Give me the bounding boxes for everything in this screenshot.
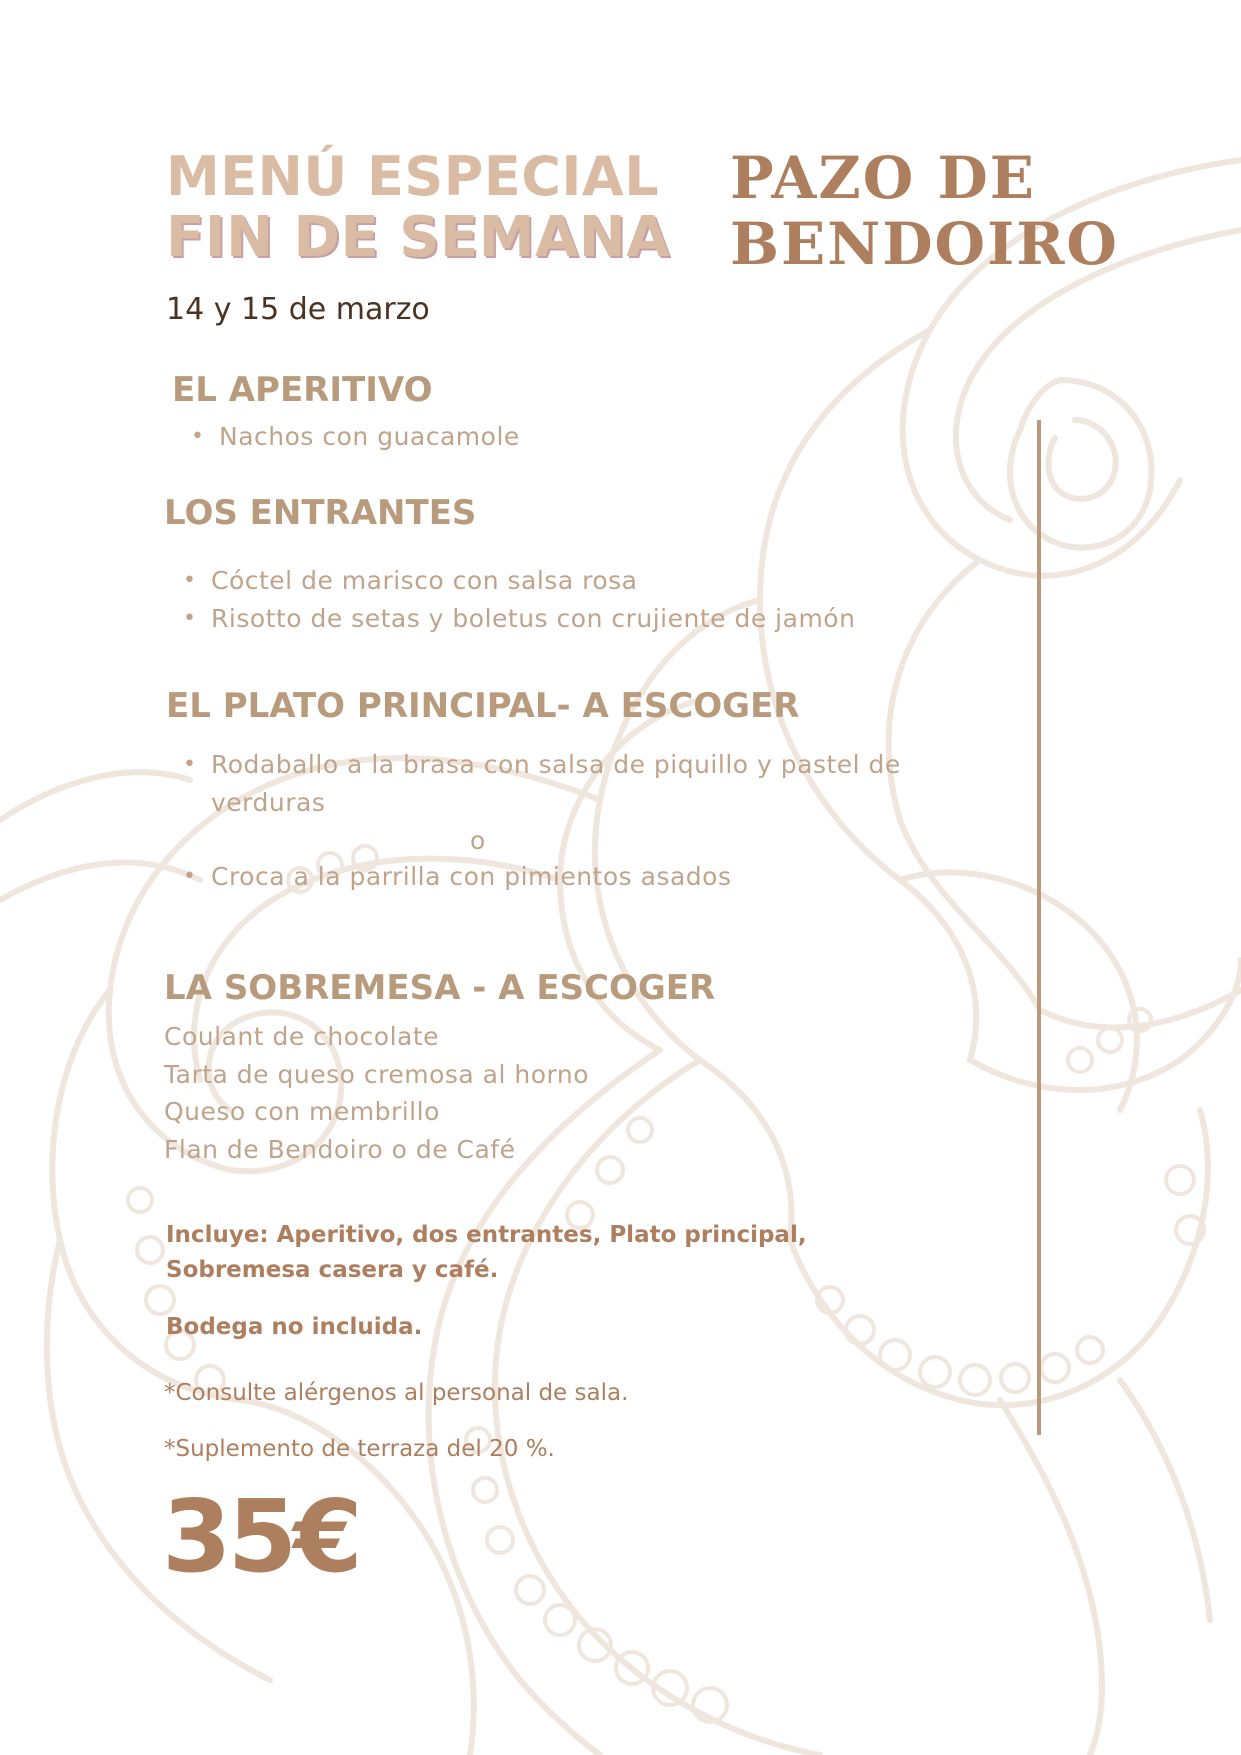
pazo-de-bendoiro-logo (730, 145, 1119, 277)
menu-title: MENÚ ESPECIAL (166, 145, 660, 208)
item-label: Croca a la parrilla con pimientos asados (211, 862, 732, 891)
menu-subtitle: FIN DE SEMANA (166, 205, 671, 270)
dessert-item: Queso con membrillo (164, 1097, 440, 1126)
logo-line-1: PAZO DE (730, 144, 1036, 212)
bullet-icon: • (183, 752, 197, 777)
list-item (183, 562, 638, 600)
allergens-note: *Consulte alérgenos al personal de sala. (164, 1380, 629, 1406)
section-title-aperitivo: EL APERITIVO (172, 370, 433, 410)
section-title-sobremesa: LA SOBREMESA - A ESCOGER (164, 968, 716, 1008)
vertical-divider (1037, 420, 1041, 1435)
section-title-entrantes: LOS ENTRANTES (164, 493, 477, 533)
dessert-item: Flan de Bendoiro o de Café (164, 1135, 516, 1164)
item-label: Cóctel de marisco con salsa rosa (211, 566, 638, 595)
choice-separator: o (470, 826, 486, 855)
list-item (183, 858, 732, 896)
bullet-icon: • (191, 424, 205, 449)
list-item (191, 418, 520, 456)
menu-date: 14 y 15 de marzo (166, 292, 430, 327)
logo-line-2: BENDOIRO (730, 210, 1119, 278)
bullet-icon: • (183, 568, 197, 593)
section-title-plato-principal: EL PLATO PRINCIPAL- A ESCOGER (166, 686, 800, 726)
item-label: Nachos con guacamole (219, 422, 520, 451)
includes-note: Incluye: Aperitivo, dos entrantes, Plato principal, Sobremesa casera y café. (166, 1222, 807, 1283)
item-label: Risotto de setas y boletus con crujiente de jamón (211, 604, 856, 633)
dessert-item: Coulant de chocolate (164, 1022, 440, 1051)
list-item (183, 600, 856, 638)
item-label: Rodaballo a la brasa con salsa de piquillo y pastel de verduras (211, 750, 901, 817)
bodega-note: Bodega no incluida. (166, 1314, 423, 1340)
dessert-item: Tarta de queso cremosa al horno (164, 1060, 589, 1089)
bullet-icon: • (183, 864, 197, 889)
bullet-icon: • (183, 606, 197, 631)
list-item (183, 746, 911, 822)
terrace-supplement-note: *Suplemento de terraza del 20 %. (164, 1436, 555, 1462)
menu-price: 35€ (162, 1478, 359, 1595)
